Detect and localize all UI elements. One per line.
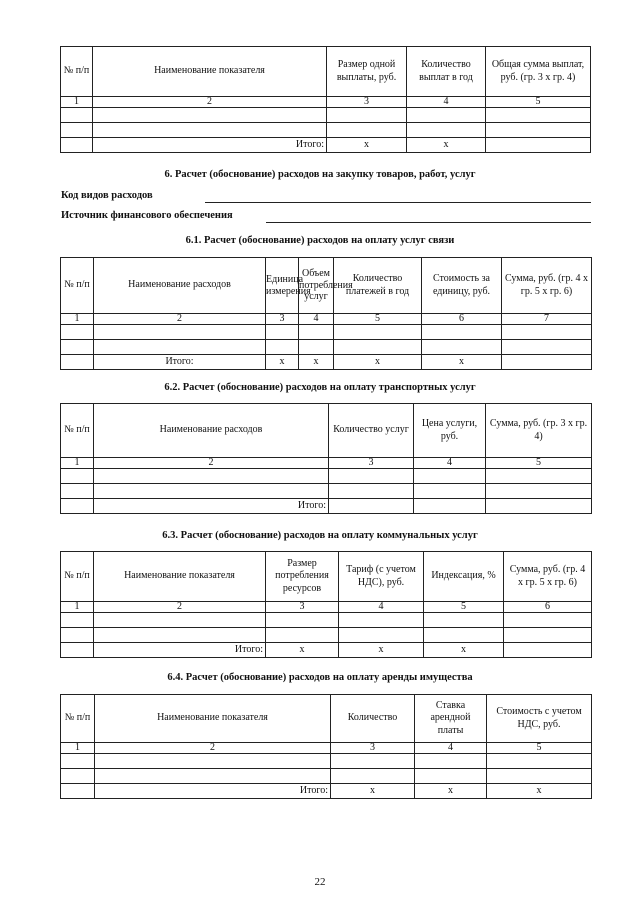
- col-number: 1: [61, 743, 95, 754]
- table-row: [61, 340, 592, 355]
- col-number: 2: [94, 458, 329, 469]
- col-number: 4: [415, 743, 487, 754]
- total-label: Итого:: [94, 355, 266, 370]
- expense-code-field[interactable]: [205, 202, 591, 203]
- col-header-payments-count: Количество выплат в год: [407, 47, 486, 97]
- page-number: 22: [314, 876, 326, 888]
- col-number: 7: [502, 314, 592, 325]
- transport-services-table: [60, 403, 592, 514]
- col-header-total: Общая сумма выплат, руб. (гр. 3 х гр. 4): [486, 47, 591, 97]
- table-row: [61, 108, 591, 123]
- total-x: х: [327, 138, 407, 153]
- col-header-volume: Объем потребления услуг: [299, 258, 334, 314]
- total-label: Итого:: [95, 784, 331, 799]
- total-x: х: [407, 138, 486, 153]
- funding-source-field[interactable]: [266, 222, 591, 223]
- col-header-name: Наименование показателя: [95, 695, 331, 743]
- col-header-name: Наименование показателя: [93, 47, 327, 97]
- total-label: Итого:: [93, 138, 327, 153]
- col-number: 4: [299, 314, 334, 325]
- col-header-cost: Стоимость с учетом НДС, руб.: [487, 695, 592, 743]
- col-number: 3: [327, 97, 407, 108]
- total-label: Итого:: [94, 499, 329, 514]
- col-number: 3: [266, 314, 299, 325]
- col-header-no: № п/п: [61, 404, 94, 458]
- payments-table: [60, 46, 591, 153]
- utilities-table: [60, 551, 592, 658]
- total-x: х: [266, 643, 339, 658]
- total-x: х: [415, 784, 487, 799]
- col-header-sum: Сумма, руб. (гр. 4 х гр. 5 х гр. 6): [502, 258, 592, 314]
- col-number: 4: [414, 458, 486, 469]
- total-row: [61, 138, 591, 153]
- col-header-tariff: Тариф (с учетом НДС), руб.: [339, 552, 424, 602]
- col-header-no: № п/п: [61, 258, 94, 314]
- total-x: х: [487, 784, 592, 799]
- col-number: 1: [61, 458, 94, 469]
- col-number: 1: [61, 314, 94, 325]
- col-header-name: Наименование расходов: [94, 404, 329, 458]
- col-number: 5: [486, 97, 591, 108]
- col-number: 5: [424, 602, 504, 613]
- col-header-no: № п/п: [61, 695, 95, 743]
- section-6-3-title: 6.3. Расчет (обоснование) расходов на оплату коммунальных услуг: [162, 530, 478, 541]
- communication-services-table: [60, 257, 592, 370]
- section-6-2-title: 6.2. Расчет (обоснование) расходов на оплату транспортных услуг: [164, 382, 476, 393]
- total-x: х: [299, 355, 334, 370]
- table-row: [61, 613, 592, 628]
- col-number: 2: [94, 602, 266, 613]
- col-header-payment-size: Размер одной выплаты, руб.: [327, 47, 407, 97]
- col-number: 3: [331, 743, 415, 754]
- col-number: 2: [93, 97, 327, 108]
- table-row: [61, 754, 592, 769]
- col-header-no: № п/п: [61, 552, 94, 602]
- col-header-payments-count: Количество платежей в год: [334, 258, 422, 314]
- col-number: 1: [61, 602, 94, 613]
- section-6-1-title: 6.1. Расчет (обоснование) расходов на оплату услуг связи: [185, 235, 455, 246]
- col-number: 5: [334, 314, 422, 325]
- col-number: 6: [422, 314, 502, 325]
- col-number: 2: [95, 743, 331, 754]
- table-row: [61, 628, 592, 643]
- property-rent-table: [60, 694, 592, 799]
- col-header-name: Наименование расходов: [94, 258, 266, 314]
- table-row: [61, 123, 591, 138]
- col-number: 6: [504, 602, 592, 613]
- table-row: [61, 484, 592, 499]
- total-x: х: [422, 355, 502, 370]
- col-header-indexation: Индексация, %: [424, 552, 504, 602]
- section-6-title: 6. Расчет (обоснование) расходов на закупку товаров, работ, услуг: [164, 169, 476, 180]
- total-x: х: [424, 643, 504, 658]
- col-header-price: Цена услуги, руб.: [414, 404, 486, 458]
- section-6-4-title: 6.4. Расчет (обоснование) расходов на оплату аренды имущества: [167, 672, 473, 683]
- col-number: 5: [486, 458, 592, 469]
- col-number: 4: [407, 97, 486, 108]
- total-x: х: [334, 355, 422, 370]
- col-number: 2: [94, 314, 266, 325]
- table-row: [61, 325, 592, 340]
- col-number: 5: [487, 743, 592, 754]
- total-label: Итого:: [94, 643, 266, 658]
- total-row: [61, 643, 592, 658]
- col-header-unit-cost: Стоимость за единицу, руб.: [422, 258, 502, 314]
- table-row: [61, 469, 592, 484]
- col-header-no: № п/п: [61, 47, 93, 97]
- col-header-sum: Сумма, руб. (гр. 3 х гр. 4): [486, 404, 592, 458]
- total-x: х: [339, 643, 424, 658]
- col-header-sum: Сумма, руб. (гр. 4 х гр. 5 х гр. 6): [504, 552, 592, 602]
- total-row: [61, 499, 592, 514]
- col-header-quantity: Количество: [331, 695, 415, 743]
- total-row: [61, 784, 592, 799]
- col-header-rent-rate: Ставка арендной платы: [415, 695, 487, 743]
- col-number: 3: [329, 458, 414, 469]
- total-x: х: [331, 784, 415, 799]
- total-row: [61, 355, 592, 370]
- col-header-consumption: Размер потребления ресурсов: [266, 552, 339, 602]
- table-row: [61, 769, 592, 784]
- total-x: х: [266, 355, 299, 370]
- expense-code-label: Код видов расходов: [61, 190, 153, 201]
- col-number: 3: [266, 602, 339, 613]
- col-header-services-count: Количество услуг: [329, 404, 414, 458]
- col-number: 4: [339, 602, 424, 613]
- col-header-unit: Единица измерения: [266, 258, 299, 314]
- col-number: 1: [61, 97, 93, 108]
- col-header-name: Наименование показателя: [94, 552, 266, 602]
- funding-source-label: Источник финансового обеспечения: [61, 210, 233, 221]
